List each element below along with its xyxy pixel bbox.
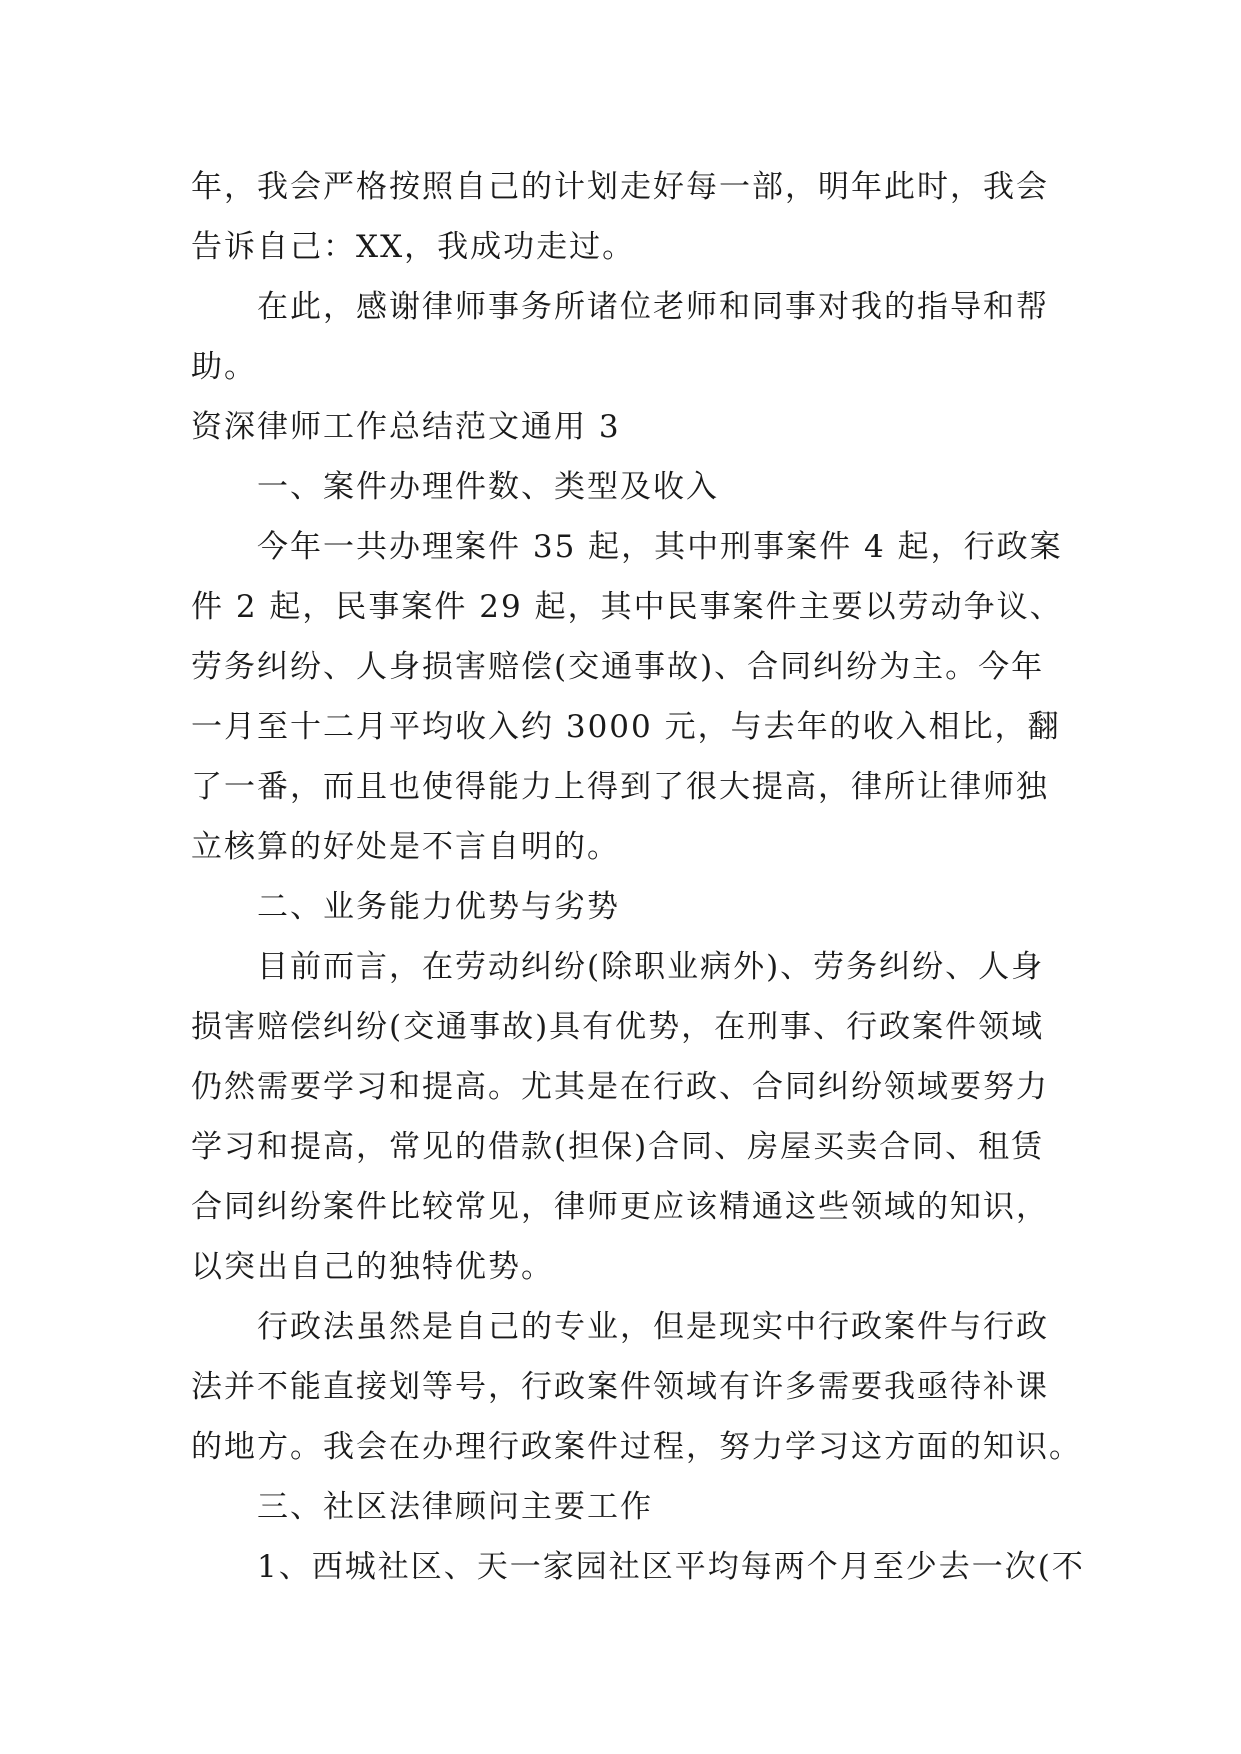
- text-line: 合同纠纷案件比较常见，律师更应该精通这些领域的知识，: [191, 1189, 1049, 1225]
- text-line: 一月至十二月平均收入约 3000 元，与去年的收入相比，翻: [191, 709, 1061, 745]
- text-line: 以突出自己的独特优势。: [191, 1249, 554, 1285]
- text-line: 仍然需要学习和提高。尤其是在行政、合同纠纷领域要努力: [191, 1069, 1049, 1105]
- text-line: 行政法虽然是自己的专业，但是现实中行政案件与行政: [257, 1309, 1049, 1345]
- text-line: 损害赔偿纠纷(交通事故)具有优势，在刑事、行政案件领域: [191, 1009, 1045, 1045]
- section-heading: 资深律师工作总结范文通用 3: [191, 409, 621, 445]
- text-line: 法并不能直接划等号，行政案件领域有许多需要我亟待补课: [191, 1369, 1049, 1405]
- text-line: 助。: [191, 349, 257, 385]
- text-line: 的地方。我会在办理行政案件过程，努力学习这方面的知识。: [191, 1429, 1082, 1465]
- text-line: 立核算的好处是不言自明的。: [191, 829, 620, 865]
- text-line: 年，我会严格按照自己的计划走好每一部，明年此时，我会: [191, 169, 1049, 205]
- text-line: 学习和提高，常见的借款(担保)合同、房屋买卖合同、租赁: [191, 1129, 1045, 1165]
- subsection-heading: 三、社区法律顾问主要工作: [257, 1489, 653, 1525]
- subsection-heading: 一、案件办理件数、类型及收入: [257, 469, 719, 505]
- text-line: 件 2 起，民事案件 29 起，其中民事案件主要以劳动争议、: [191, 589, 1063, 625]
- text-line: 今年一共办理案件 35 起，其中刑事案件 4 起，行政案: [257, 529, 1063, 565]
- text-line: 在此，感谢律师事务所诸位老师和同事对我的指导和帮: [257, 289, 1049, 325]
- text-line: 目前而言，在劳动纠纷(除职业病外)、劳务纠纷、人身: [257, 949, 1045, 985]
- document-body: [191, 157, 1085, 1597]
- text-line: 了一番，而且也使得能力上得到了很大提高，律所让律师独: [191, 769, 1049, 805]
- subsection-heading: 二、业务能力优势与劣势: [257, 889, 620, 925]
- text-line: 告诉自己：XX，我成功走过。: [191, 229, 636, 265]
- text-line: 1、西城社区、天一家园社区平均每两个月至少去一次(不: [257, 1549, 1085, 1585]
- text-line: 劳务纠纷、人身损害赔偿(交通事故)、合同纠纷为主。今年: [191, 649, 1045, 685]
